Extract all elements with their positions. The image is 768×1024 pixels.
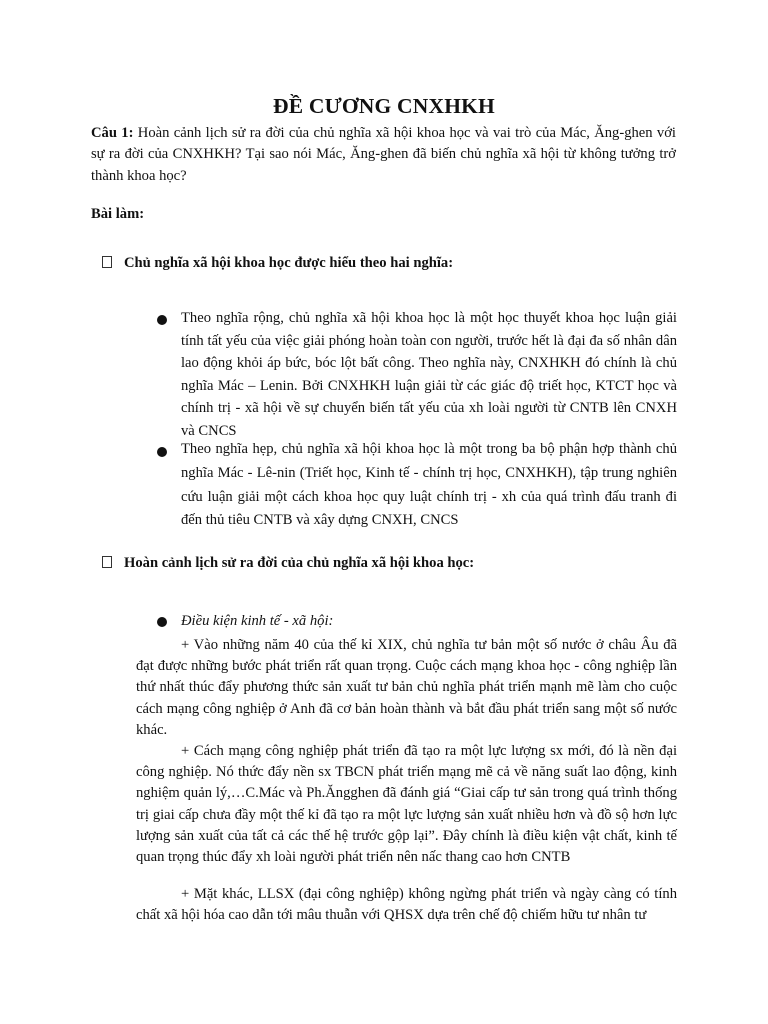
section2-paragraph-1: + Vào những năm 40 của thế kỉ XIX, chủ nghĩa tư bản một số nước ở châu Âu đã đạt được những bước phát triển rất quan trọng. Cuộc cách mạng khoa học - công nghiệp lần thứ nhất thúc đẩy phương thức sản xuất tư bản chủ nghĩa phát triển mạnh mẽ làm cho cuộc cách mạng công nghiệp ở Anh đã cơ bản hoàn thành và bắt đầu phát triển sang một số nước khác. <box>136 637 677 738</box>
question-label: Câu 1: <box>91 125 134 141</box>
question-text <box>91 123 676 187</box>
missing-glyph-bullet-icon <box>102 556 112 568</box>
document-title: ĐỀ CƯƠNG CNXHKH <box>273 94 495 118</box>
question-body: Hoàn cảnh lịch sử ra đời của chủ nghĩa xã hội khoa học và vai trò của Mác, Ăng-ghen với sự ra đời của CNXHKH? Tại sao nói Mác, Ăng-ghen đã biến chủ nghĩa xã hội từ không tưởng trở thành khoa học? <box>91 125 676 184</box>
bullet-dot-icon <box>157 447 167 457</box>
section2-heading <box>102 555 474 572</box>
bullet-dot-icon <box>157 617 167 627</box>
section2-heading-text: Hoàn cảnh lịch sử ra đời của chủ nghĩa xã hội khoa học: <box>124 555 475 571</box>
missing-glyph-bullet-icon <box>102 256 112 268</box>
section1-heading-text: Chủ nghĩa xã hội khoa học được hiểu theo hai nghĩa: <box>124 255 454 271</box>
section1-bullet-broad: Theo nghĩa rộng, chủ nghĩa xã hội khoa học là một học thuyết khoa học luận giải tính tất yếu của việc giải phóng hoàn toàn con người, trước hết là đại đa số nhân dân lao động khỏi áp bức, bóc lột bất công. Theo nghĩa này, CNXHKH đó chính là chủ nghĩa Mác – Lenin. Bởi CNXHKH luận giải từ các giác độ triết học, KTCT học và chính trị - xã hội về sự chuyển biến tất yếu của xh loài người từ CNTB lên CNXH và CNCS <box>181 310 677 439</box>
bai-lam-label: Bài làm: <box>91 206 145 222</box>
section2-paragraph-2: + Cách mạng công nghiệp phát triển đã tạo ra một lực lượng sx mới, đó là nền đại công nghiệp. Nó thức đẩy nền sx TBCN phát triển mạng mẽ cả về năng suất lao động, kinh nghiệm quản lý,…C.Mác và Ph.Ăngghen đã đánh giá “Giai cấp tư sản trong quá trình thống trị giai cấp chưa đầy một thế kỉ đã tạo ra một lực lượng sản xuất nhiều hơn và đồ sộ hơn lực lượng sản xuất của tất cả các thế hệ trước gộp lại”. Đây chính là điều kiện vật chất, kinh tế quan trọng thúc đẩy xh loài người phát triển nên nấc thang cao hơn CNTB <box>136 743 677 866</box>
bullet-dot-icon <box>157 315 167 325</box>
section1-heading <box>102 255 453 272</box>
section2-paragraph-3: + Mặt khác, LLSX (đại công nghiệp) không ngừng phát triển và ngày càng có tính chất xã hội hóa cao dẫn tới mâu thuẫn với QHSX dựa trên chế độ chiếm hữu tư nhân tư <box>136 886 677 924</box>
section1-bullet-narrow: Theo nghĩa hẹp, chủ nghĩa xã hội khoa học là một trong ba bộ phận hợp thành chủ nghĩa Mác - Lê-nin (Triết học, Kinh tế - chính trị học, CNXHKH), tập trung nghiên cứu luận giải một cách khoa học quy luật chính trị - xh của quá trình đấu tranh đi đến thủ tiêu CNTB và xây dựng CNXH, CNCS <box>181 441 677 529</box>
section2-sub-bullet: Điều kiện kinh tế - xã hội: <box>181 613 334 629</box>
